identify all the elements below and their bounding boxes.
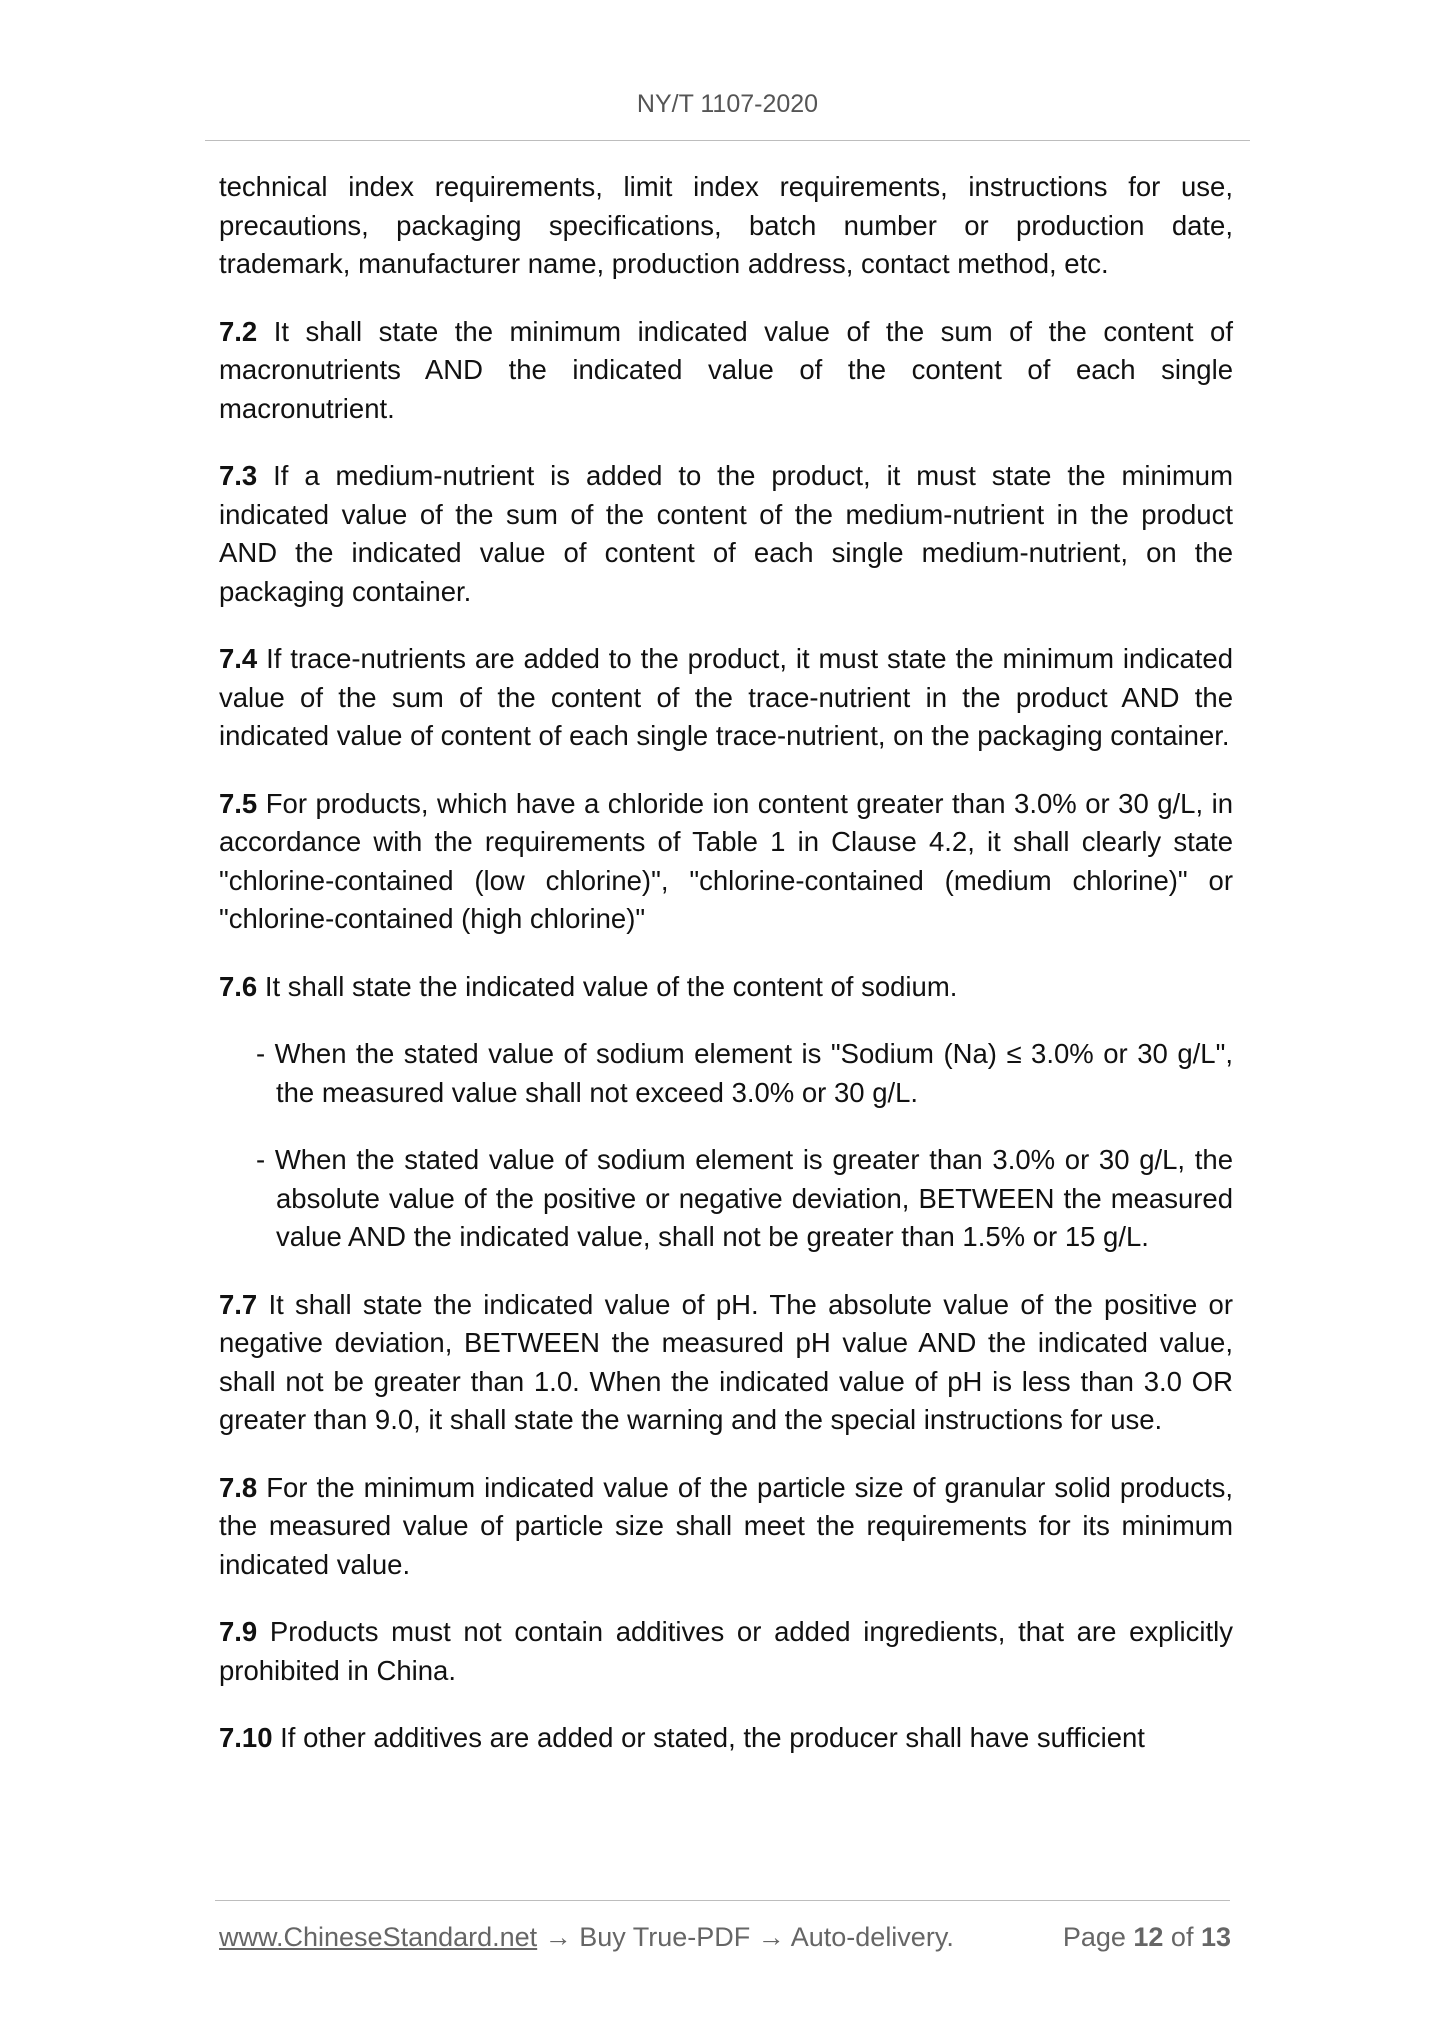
sodium-bullet-item: - When the stated value of sodium element is "Sodium (Na) ≤ 3.0% or 30 g/L", the measured value shall not exceed 3.0% or 30 g/L.	[256, 1038, 1233, 1108]
clause-7-6	[219, 968, 1233, 1007]
footer-tagline: → Buy True-PDF → Auto-delivery.	[537, 1922, 954, 1952]
clause-7-8	[219, 1469, 1233, 1585]
footer-promo	[219, 1922, 954, 1953]
clause-text: It shall state the indicated value of pH. The absolute value of the positive or negative deviation, BETWEEN the measured pH value AND the indicated value, shall not be greater than 1.0. When the indicated value of pH is less than 3.0 OR greater than 9.0, it shall state the warning and the special instructions for use.	[219, 1288, 1233, 1435]
clause-text: If trace-nutrients are added to the product, it must state the minimum indicated value of the sum of the content of the trace-nutrient in the product AND the indicated value of content of each single trace-nutrient, on the packaging container.	[219, 643, 1233, 751]
clause-number: 7.2	[219, 315, 258, 347]
clause-7-9	[219, 1613, 1233, 1690]
clause-7-10	[219, 1719, 1233, 1758]
document-id: NY/T 1107-2020	[636, 90, 819, 118]
clause-number: 7.8	[219, 1471, 258, 1503]
document-body	[219, 168, 1233, 1787]
clause-text: It shall state the indicated value of the content of sodium.	[257, 970, 958, 1002]
clause-text: If a medium-nutrient is added to the product, it must state the minimum indicated value of the sum of the content of the medium-nutrient in the product AND the indicated value of content of each single medium-nutrient, on the packaging container.	[219, 460, 1233, 607]
clause-number: 7.9	[219, 1616, 258, 1647]
total-page-number: 13	[1200, 1922, 1231, 1952]
current-page-number: 12	[1133, 1922, 1164, 1952]
footer-divider	[215, 1900, 1230, 1901]
clause-number: 7.6	[219, 970, 258, 1002]
sodium-bullet-item: - When the stated value of sodium element is greater than 3.0% or 30 g/L, the absolute value of the positive or negative deviation, BETWEEN the measured value AND the indicated value, shall not be greater than 1.5% or 15 g/L.	[256, 1144, 1233, 1252]
clause-number: 7.4	[219, 643, 258, 674]
clause-number: 7.3	[219, 460, 258, 491]
clause-text: For products, which have a chloride ion content greater than 3.0% or 30 g/L, in accordance with the requirements of Table 1 in Clause 4.2, it shall clearly state "chlorine-contained (low chlorine)", "chlorine-contained (medium chlorine)" or "chlorine-contained (high chlorine)"	[219, 787, 1233, 934]
clause-7-4	[219, 640, 1233, 756]
clause-number: 7.5	[219, 787, 258, 819]
clause-7-2	[219, 313, 1233, 429]
clause-7-7	[219, 1286, 1233, 1440]
page-footer	[219, 1922, 1231, 1962]
clause-text: If other additives are added or stated, the producer shall have sufficient	[272, 1722, 1145, 1753]
clause-number: 7.10	[219, 1722, 273, 1753]
page-header	[205, 80, 1250, 141]
clause-text: For the minimum indicated value of the particle size of granular solid products, the measured value of particle size shall meet the requirements for its minimum indicated value.	[219, 1471, 1233, 1580]
page-label: Page	[1062, 1922, 1134, 1952]
clause-7-5	[219, 785, 1233, 939]
clause-text: It shall state the minimum indicated value of the sum of the content of macronutrients AND the indicated value of the content of each single macronutrient.	[219, 315, 1233, 424]
website-link[interactable]: www.ChineseStandard.net	[219, 1922, 538, 1952]
intro-paragraph: technical index requirements, limit index requirements, instructions for use, precautions, packaging specifications, batch number or production date, trademark, manufacturer name, production address, contact method, etc.	[219, 171, 1233, 279]
clause-7-3	[219, 457, 1233, 611]
clause-number: 7.7	[219, 1288, 258, 1320]
page-indicator	[1063, 1922, 1231, 1953]
clause-text: Products must not contain additives or added ingredients, that are explicitly prohibited in China.	[219, 1616, 1233, 1686]
page-of-label: of	[1163, 1922, 1201, 1952]
